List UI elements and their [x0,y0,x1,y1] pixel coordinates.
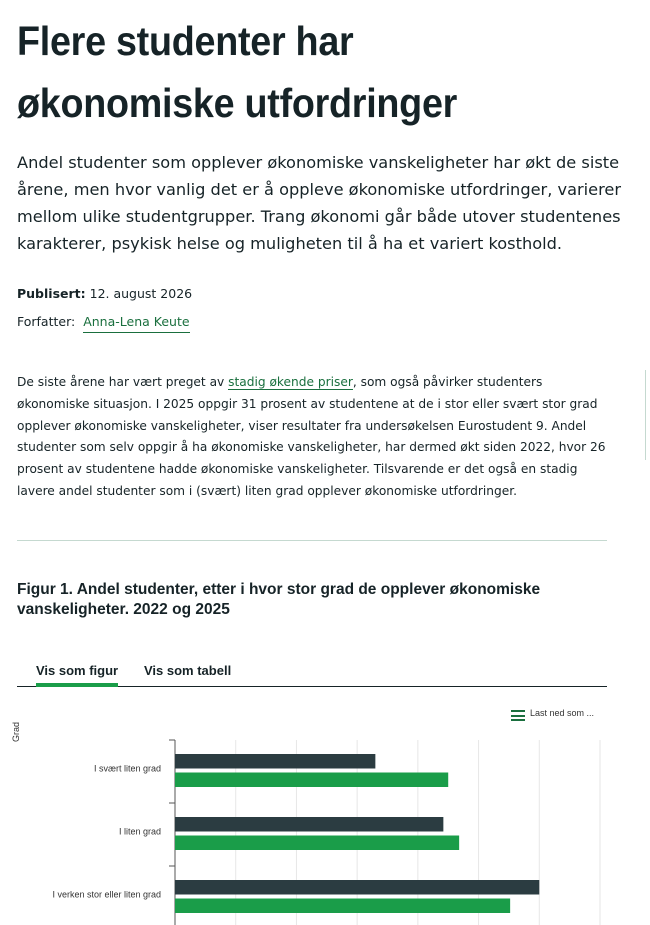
figure-tabs [17,660,607,687]
body-paragraph [17,372,617,503]
section-divider [17,540,607,541]
figure-title: Figur 1. Andel studenter, etter i hvor stor grad de opplever økonomiske vanskeligheter. 2022 og 2025 [17,581,541,618]
tab-show-figure[interactable]: Vis som figur [36,663,119,678]
chart-bar-2022 [175,754,375,769]
chart-category-label: I svært liten grad [93,763,161,774]
chart-y-axis-title: Grad [11,721,21,742]
body-text-start: De siste årene har vært preget av [17,375,229,389]
side-edge-line [645,370,646,460]
chart-category-label: I verken stor eller liten grad [52,889,161,900]
bar-chart [0,730,650,925]
tab-show-table[interactable]: Vis som tabell [144,663,232,678]
price-increase-link[interactable]: stadig økende priser [228,375,353,389]
author-label: Forfatter: [17,314,76,329]
chart-bar-2025 [175,899,510,914]
chart-bar-2025 [175,773,448,788]
published-meta [17,286,192,301]
body-text-end: , som også påvirker studenters økonomiske situasjon. I 2025 oppgir 31 prosent av studentene at de i stor eller svært stor grad opplever økonomiske vanskeligheter, viser resultater fra undersøkelsen Eurostudent 9. Andel studenter som selv oppgir å ha økonomiske vanskeligheter, har dermed økt siden 2022, hvor 26 prosent av studentene hadde økonomiske vanskeligheter. Tilsvarende er det også en stadig lavere andel studenter som i (svært) liten grad opplever økonomiske utfordringer. [17,375,606,498]
chart-bar-2022 [175,817,443,832]
chart-bar-2025 [175,836,459,851]
published-date: 12. august 2026 [89,286,193,301]
chart-bar-2022 [175,880,539,895]
page-title: Flere studenter har økonomiske utfordringer [17,18,458,126]
hamburger-menu-icon [511,710,525,721]
ingress: Andel studenter som opplever økonomiske vanskeligheter har økt de siste årene, men hvor vanlig det er å oppleve økonomiske utfordringer, varierer mellom ulike studentgrupper. Trang økonomi går både utover studentenes karakterer, psykisk helse og muligheten til å ha et variert kosthold. [17,153,622,253]
author-meta [17,314,190,329]
published-label: Publisert: [17,286,86,301]
author-link[interactable]: Anna-Lena Keute [83,314,189,333]
chart-category-label: I liten grad [118,826,161,837]
download-menu-label: Last ned som ... [530,708,595,718]
